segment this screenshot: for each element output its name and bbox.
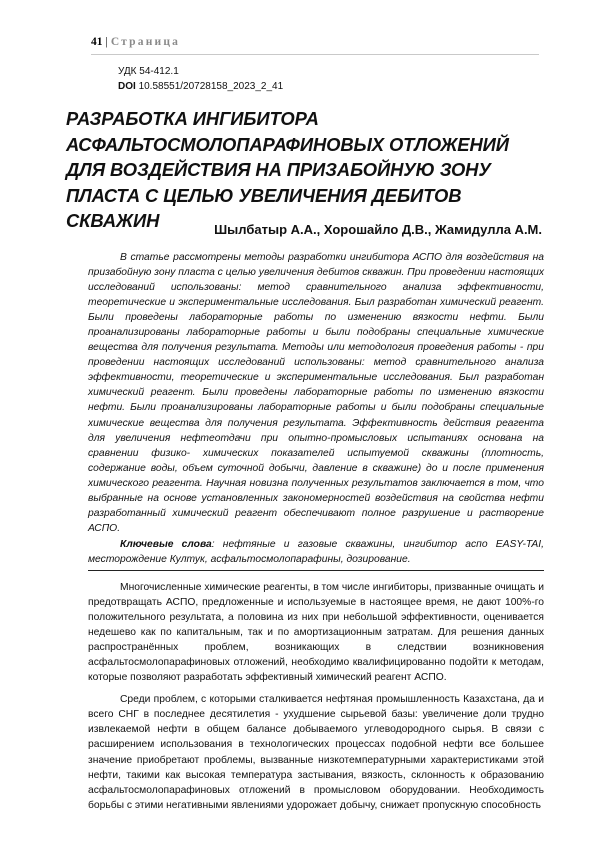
- keywords: [88, 537, 544, 567]
- section-divider: [88, 570, 544, 571]
- article-body: [88, 580, 544, 820]
- page-number-separator: |: [105, 36, 108, 48]
- keywords-text: : нефтяные и газовые скважины, ингибитор аспо EASY-TAI, месторождение Култук, асфальтосмолопарафины, дозирование.: [88, 539, 544, 566]
- doi-line: [118, 79, 283, 94]
- udk-code: УДК 54-412.1: [118, 66, 179, 77]
- page-number: 41: [91, 36, 103, 48]
- page-header: [91, 36, 539, 55]
- body-paragraph-2: Среди проблем, с которыми сталкивается нефтяная промышленность Казахстана, да и всего СНГ в последнее десятилетия - ухудшение сырьевой базы: увеличение доли трудно извлекаемой нефти в общем балансе добываемого углеводородного сырья. В связи с расширением использования в технологических процессах подобной нефти все большее значение приобретают проблемы, вызванные низкотемпературными характеристиками этой нефти, такими как высокая температура застывания, вязкость, склонность к образованию асфальтосмолопарафиновых отложений в промысловом оборудовании. Необходимость борьбы с этими негативными явлениями удорожает добычу, снижает пропускную способность: [88, 694, 544, 811]
- body-paragraph-1: Многочисленные химические реагенты, в том числе ингибиторы, призванные очищать и предотвращать АСПО, предложенные и используемые в настоящее время, не дают 100%-го положительного результата, а половина из них при небольшой эффективности, оценивается недешево как по капитальным, так и по амортизационным затратам. Для решения данных распространённых проблем, возникающих в следствии возникновения асфальтосмолопарафиновых отложений, необходимо квалифицированно подойти к методам, которые позволяют разработать эффективный химический реагент АСПО.: [88, 582, 544, 684]
- page-word: Страница: [110, 36, 181, 48]
- article-title: РАЗРАБОТКА ИНГИБИТОРА АСФАЛЬТОСМОЛОПАРАФИНОВЫХ ОТЛОЖЕНИЙ ДЛЯ ВОЗДЕЙСТВИЯ НА ПРИЗАБОЙНУЮ ЗОНУ ПЛАСТА С ЦЕЛЬЮ УВЕЛИЧЕНИЯ ДЕБИТОВ СКВАЖИН: [66, 108, 509, 231]
- article-meta: [118, 64, 283, 94]
- doi-value: 10.58551/20728158_2023_2_41: [138, 81, 284, 92]
- abstract: В статье рассмотрены методы разработки ингибитора АСПО для воздействия на призабойную зону пласта с целью увеличения дебитов скважин. При проведении настоящих исследований использованы: метод сравнительного анализа эффективности, теоретические и экспериментальные исследования. Был разработан химический реагент. Были проведены лабораторные работы по изменению вязкости нефти. Были проанализированы лабораторные работы и были подобраны специальные химические вещества для получения результата. Методы или методология проведения работы - при проведении настоящих исследований использованы: метод сравнительного анализа эффективности, теоретические и экспериментальные исследования. Был разработан химический реагент. Были проведены лабораторные работы по изменению вязкости нефти. Были проанализированы лабораторные работы и были подобраны специальные химические вещества для получения результата. Эффективность действия реагента для увеличения нефтеотдачи при опытно-промысловых испытаниях основана на сравнении физико- химических показателей испытуемой скважины (плотность, содержание воды, объем суточной добычи, давление в скважине) до и после применения химического реагента. Научная новизна полученных результатов заключается в том, что выбранные на основе установленных закономерностей воздействия на свойства нефти разработанный химический реагент обеспечивают полное разрушение и растворение АСПО.: [88, 252, 544, 534]
- article-authors: Шылбатыр А.А., Хорошайло Д.В., Жамидулла А.М.: [214, 222, 542, 237]
- keywords-label: Ключевые слова: [120, 539, 212, 550]
- doi-label: DOI: [118, 81, 136, 92]
